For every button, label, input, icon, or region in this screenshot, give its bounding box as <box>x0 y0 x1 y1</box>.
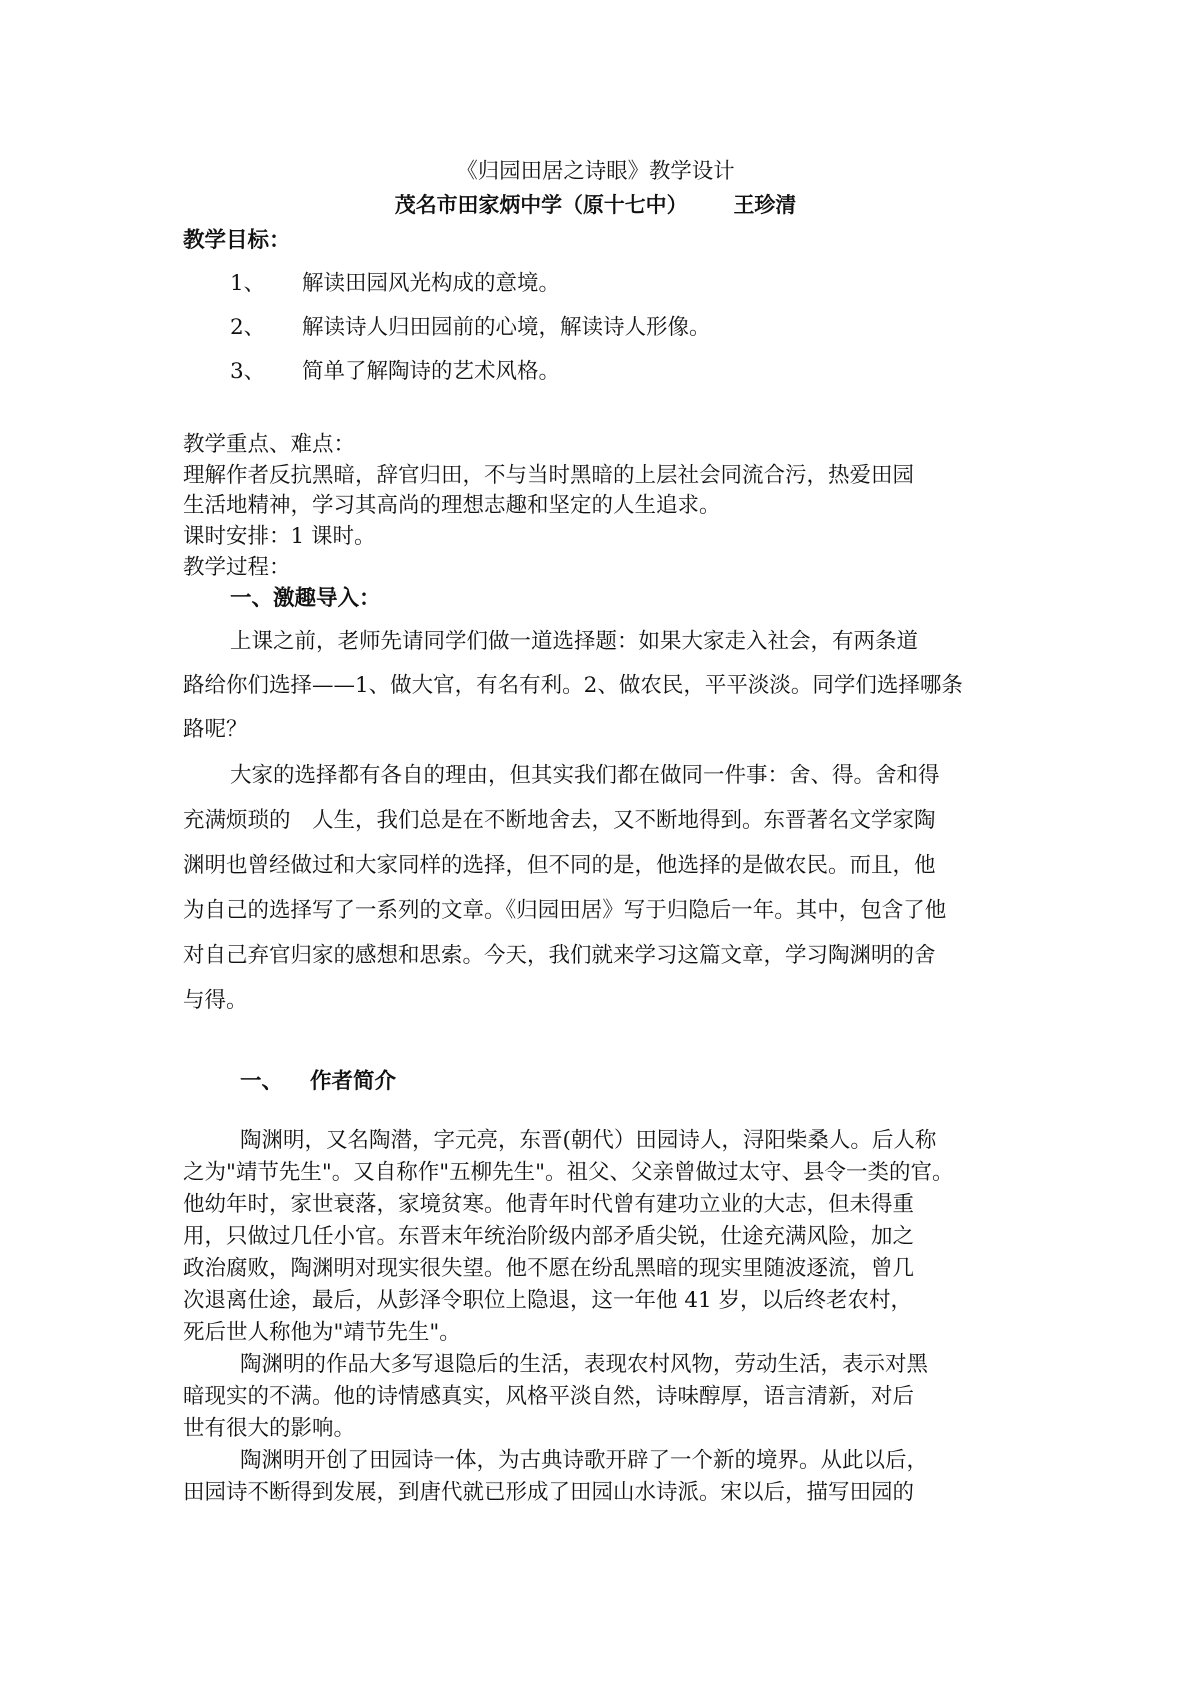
paragraph-line: 大家的选择都有各自的理由，但其实我们都在做同一件事：舍、得。舍和得 <box>230 763 940 788</box>
paragraph-line: 他幼年时，家世衰落，家境贫寒。他青年时代曾有建功立业的大志，但未得重 <box>183 1192 915 1217</box>
objectives-heading: 教学目标： <box>183 228 291 253</box>
page-title: 《归园田居之诗眼》教学设计 <box>456 159 735 184</box>
objective-text: 简单了解陶诗的艺术风格。 <box>302 359 561 384</box>
objective-item <box>230 270 560 298</box>
paragraph-line: 与得。 <box>183 988 248 1013</box>
objective-text: 解读田园风光构成的意境。 <box>302 271 561 296</box>
objective-item <box>230 358 560 386</box>
paragraph-line: 路给你们选择——1、做大官，有名有利。2、做农民，平平淡淡。同学们选择哪条 <box>183 673 963 698</box>
section-title: 作者简介 <box>310 1069 397 1094</box>
key-points-line: 理解作者反抗黑暗，辞官归田，不与当时黑暗的上层社会同流合污，热爱田园 <box>183 463 915 488</box>
paragraph-line: 为自己的选择写了一系列的文章。《归园田居》写于归隐后一年。其中，包含了他 <box>183 898 947 923</box>
section-number: 一、 <box>240 1069 284 1094</box>
section-heading: 一、激趣导入： <box>230 586 381 611</box>
paragraph-line: 渊明也曾经做过和大家同样的选择，但不同的是，他选择的是做农民。而且，他 <box>183 853 936 878</box>
paragraph-line: 田园诗不断得到发展，到唐代就已形成了田园山水诗派。宋以后，描写田园的 <box>183 1480 915 1505</box>
process-heading: 教学过程： <box>183 555 291 580</box>
key-points-heading: 教学重点、难点： <box>183 432 356 457</box>
paragraph-line: 路呢？ <box>183 717 248 742</box>
objective-item <box>230 314 711 342</box>
section-heading <box>240 1068 396 1096</box>
paragraph-line: 死后世人称他为"靖节先生"。 <box>183 1320 461 1345</box>
paragraph-line: 用，只做过几任小官。东晋末年统治阶级内部矛盾尖锐，仕途充满风险，加之 <box>183 1224 915 1249</box>
schedule-line: 课时安排：1 课时。 <box>183 524 376 549</box>
paragraph-line: 陶渊明，又名陶潜，字元亮，东晋(朝代）田园诗人，浔阳柴桑人。后人称 <box>240 1128 937 1153</box>
paragraph-line: 对自己弃官归家的感想和思索。今天，我们就来学习这篇文章，学习陶渊明的舍 <box>183 943 936 968</box>
objective-number: 2、 <box>230 315 266 340</box>
paragraph-line: 政治腐败，陶渊明对现实很失望。他不愿在纷乱黑暗的现实里随波逐流，曾几 <box>183 1256 915 1281</box>
paragraph-line: 陶渊明开创了田园诗一体，为古典诗歌开辟了一个新的境界。从此以后， <box>240 1448 929 1473</box>
paragraph-line: 上课之前，老师先请同学们做一道选择题：如果大家走入社会，有两条道 <box>230 629 919 654</box>
paragraph-line: 陶渊明的作品大多写退隐后的生活，表现农村风物，劳动生活，表示对黑 <box>240 1352 929 1377</box>
key-points-line: 生活地精神，学习其高尚的理想志趣和坚定的人生追求。 <box>183 493 721 518</box>
paragraph-line: 之为"靖节先生"。又自称作"五柳先生"。祖父、父亲曾做过太守、县令一类的官。 <box>183 1160 954 1185</box>
school-name: 茂名市田家炳中学（原十七中） <box>394 193 688 217</box>
paragraph-line: 次退离仕途，最后，从彭泽令职位上隐退，这一年他 41 岁，以后终老农村， <box>183 1288 913 1313</box>
paragraph-line: 世有很大的影响。 <box>183 1416 356 1441</box>
objective-number: 1、 <box>230 271 266 296</box>
objective-number: 3、 <box>230 359 266 384</box>
page-subtitle <box>0 191 1191 219</box>
author-name: 王珍清 <box>733 193 797 217</box>
objective-text: 解读诗人归田园前的心境，解读诗人形像。 <box>302 315 711 340</box>
paragraph-line: 充满烦琐的 人生，我们总是在不断地舍去，又不断地得到。东晋著名文学家陶 <box>183 808 936 833</box>
paragraph-line: 暗现实的不满。他的诗情感真实，风格平淡自然，诗味醇厚，语言清新，对后 <box>183 1384 915 1409</box>
